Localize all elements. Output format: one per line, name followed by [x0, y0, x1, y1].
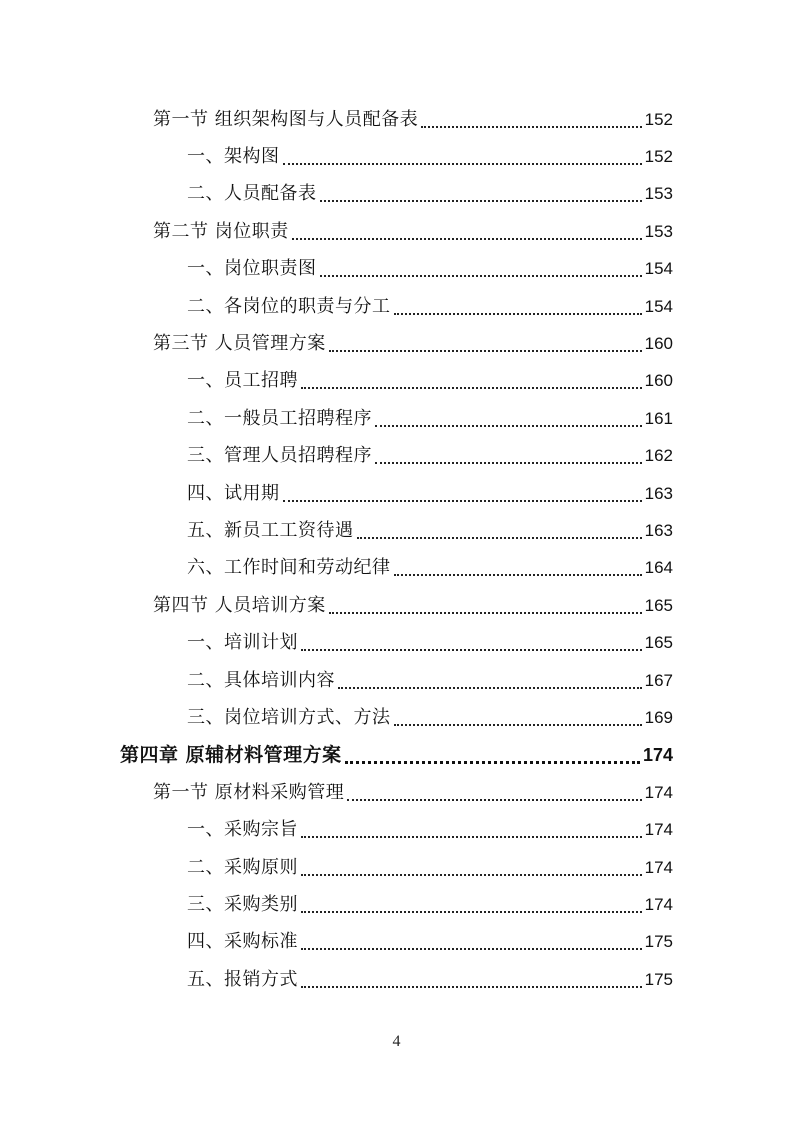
toc-entry-section[interactable]: [0, 213, 793, 250]
toc-entry-item[interactable]: [0, 849, 793, 886]
dot-leader: [338, 687, 642, 689]
toc-entry-page: 162: [644, 446, 673, 466]
toc-entry-title: 三、采购类别: [187, 893, 298, 915]
table-of-contents: [0, 101, 793, 998]
toc-entry-page: 153: [644, 184, 673, 204]
toc-entry-item[interactable]: [0, 363, 793, 400]
toc-entry-title: 一、员工招聘: [187, 370, 298, 392]
dot-leader: [329, 350, 642, 352]
toc-entry-title: 第三节 人员管理方案: [153, 333, 326, 355]
dot-leader: [301, 387, 642, 389]
toc-entry-item[interactable]: [0, 176, 793, 213]
dot-leader: [394, 724, 642, 726]
toc-entry-item[interactable]: [0, 699, 793, 736]
toc-entry-title: 五、新员工工资待遇: [187, 519, 354, 541]
toc-entry-section[interactable]: [0, 101, 793, 138]
toc-entry-title: 二、一般员工招聘程序: [187, 407, 372, 429]
toc-entry-title: 二、各岗位的职责与分工: [187, 295, 391, 317]
toc-entry-chapter[interactable]: [0, 737, 793, 774]
dot-leader: [283, 500, 642, 502]
dot-leader: [320, 200, 642, 202]
dot-leader: [301, 948, 642, 950]
toc-entry-page: 161: [644, 408, 673, 428]
dot-leader: [292, 238, 642, 240]
toc-entry-title: 一、架构图: [187, 146, 280, 168]
toc-entry-title: 第四节 人员培训方案: [153, 594, 326, 616]
dot-leader: [301, 649, 642, 651]
toc-entry-page: 169: [644, 707, 673, 727]
toc-entry-page: 165: [644, 633, 673, 653]
toc-entry-title: 第一节 原材料采购管理: [153, 781, 345, 803]
toc-entry-page: 154: [644, 296, 673, 316]
toc-entry-page: 174: [644, 857, 673, 877]
toc-entry-item[interactable]: [0, 961, 793, 998]
toc-entry-item[interactable]: [0, 475, 793, 512]
dot-leader: [283, 163, 642, 165]
toc-entry-title: 三、管理人员招聘程序: [187, 445, 372, 467]
toc-entry-page: 174: [644, 782, 673, 802]
toc-entry-item[interactable]: [0, 512, 793, 549]
dot-leader: [301, 911, 642, 913]
toc-entry-page: 175: [644, 969, 673, 989]
toc-entry-title: 二、人员配备表: [187, 183, 317, 205]
dot-leader: [394, 313, 642, 315]
dot-leader: [394, 574, 642, 576]
toc-entry-item[interactable]: [0, 251, 793, 288]
dot-leader: [301, 986, 642, 988]
toc-entry-page: 165: [644, 595, 673, 615]
dot-leader: [329, 612, 642, 614]
toc-entry-page: 163: [644, 483, 673, 503]
toc-entry-title: 五、报销方式: [187, 968, 298, 990]
dot-leader: [375, 462, 642, 464]
dot-leader: [375, 425, 642, 427]
toc-entry-title: 四、试用期: [187, 482, 280, 504]
page-number: 4: [392, 1033, 401, 1050]
toc-entry-section[interactable]: [0, 325, 793, 362]
toc-entry-title: 二、采购原则: [187, 856, 298, 878]
dot-leader: [357, 537, 642, 539]
toc-entry-item[interactable]: [0, 288, 793, 325]
toc-entry-page: 174: [644, 820, 673, 840]
toc-entry-item[interactable]: [0, 624, 793, 661]
toc-entry-page: 164: [644, 558, 673, 578]
toc-entry-page: 174: [642, 745, 673, 766]
toc-entry-page: 174: [644, 894, 673, 914]
toc-entry-title: 一、岗位职责图: [187, 258, 317, 280]
toc-entry-title: 第一节 组织架构图与人员配备表: [153, 108, 419, 130]
toc-entry-title: 一、培训计划: [187, 632, 298, 654]
dot-leader: [320, 275, 642, 277]
toc-entry-page: 152: [644, 147, 673, 167]
toc-entry-item[interactable]: [0, 662, 793, 699]
toc-entry-page: 167: [644, 670, 673, 690]
toc-entry-page: 160: [644, 371, 673, 391]
toc-entry-title: 三、岗位培训方式、方法: [187, 706, 391, 728]
toc-entry-title: 六、工作时间和劳动纪律: [187, 557, 391, 579]
toc-entry-item[interactable]: [0, 438, 793, 475]
dot-leader: [347, 799, 641, 801]
toc-entry-item[interactable]: [0, 924, 793, 961]
toc-entry-title: 第四章 原辅材料管理方案: [120, 744, 342, 767]
toc-entry-item[interactable]: [0, 811, 793, 848]
toc-entry-item[interactable]: [0, 550, 793, 587]
toc-entry-title: 四、采购标准: [187, 931, 298, 953]
toc-entry-item[interactable]: [0, 400, 793, 437]
dot-leader: [301, 836, 642, 838]
toc-entry-title: 二、具体培训内容: [187, 669, 335, 691]
toc-entry-page: 160: [644, 334, 673, 354]
toc-entry-page: 154: [644, 259, 673, 279]
dot-leader: [301, 874, 642, 876]
toc-entry-item[interactable]: [0, 138, 793, 175]
toc-entry-page: 152: [644, 109, 673, 129]
dot-leader: [345, 761, 640, 764]
toc-entry-page: 163: [644, 520, 673, 540]
toc-entry-section[interactable]: [0, 774, 793, 811]
toc-entry-section[interactable]: [0, 587, 793, 624]
toc-entry-title: 一、采购宗旨: [187, 819, 298, 841]
toc-entry-title: 第二节 岗位职责: [153, 220, 289, 242]
dot-leader: [421, 126, 641, 128]
toc-entry-item[interactable]: [0, 886, 793, 923]
toc-entry-page: 153: [644, 221, 673, 241]
toc-entry-page: 175: [644, 932, 673, 952]
